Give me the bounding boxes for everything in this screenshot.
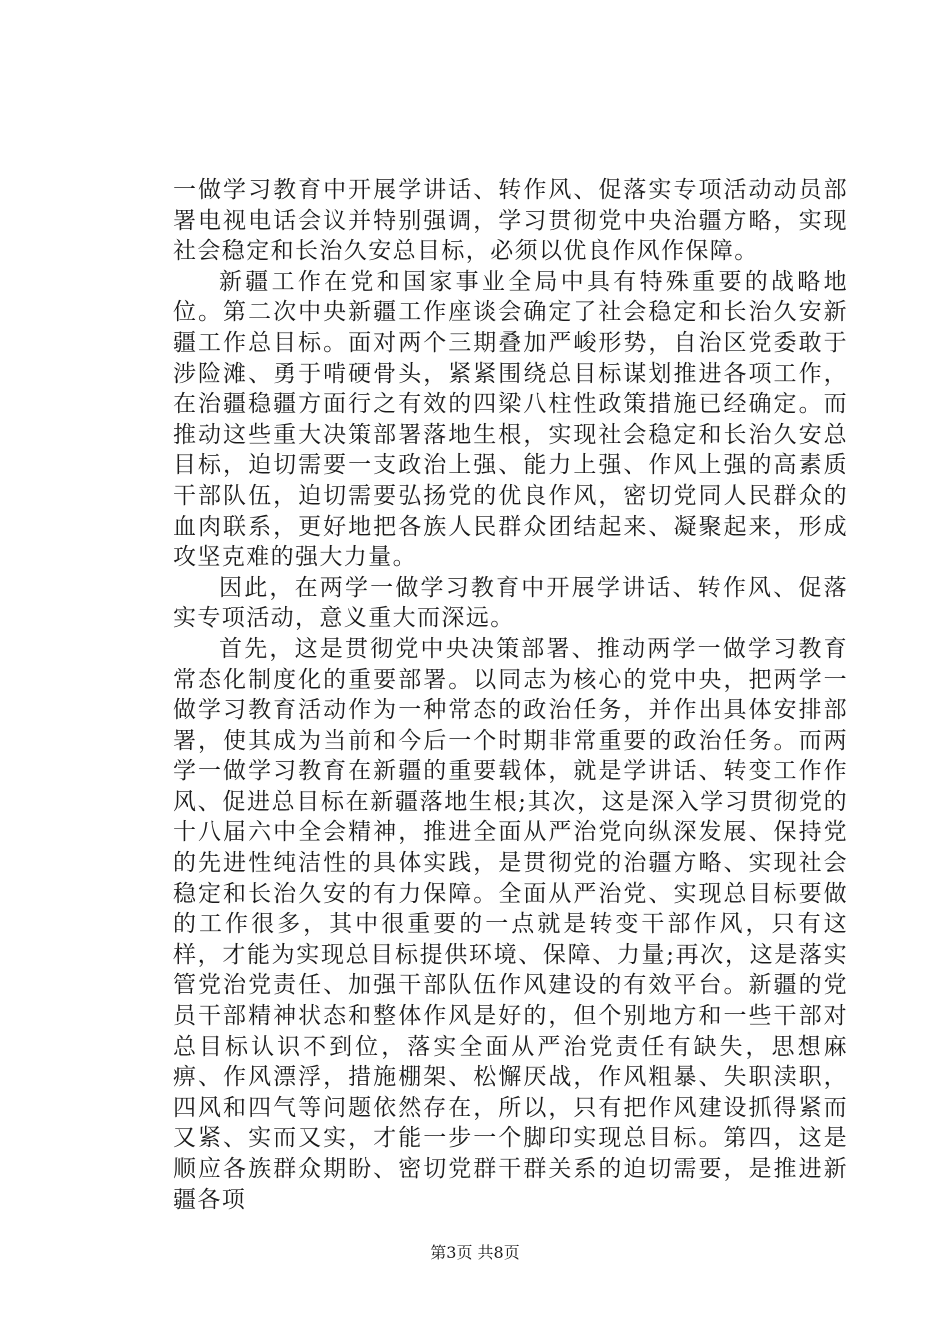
paragraph-significance: 因此，在两学一做学习教育中开展学讲话、转作风、促落实专项活动，意义重大而深远。 [173, 574, 848, 632]
document-body [173, 175, 848, 1215]
paragraph-reasons: 首先，这是贯彻党中央决策部署、推动两学一做学习教育常态化制度化的重要部署。以同志为核心的党中央，把两学一做学习教育活动作为一种常态的政治任务，并作出具体安排部署，使其成为当前和今后一个时期非常重要的政治任务。而两学一做学习教育在新疆的重要载体，就是学讲话、转变工作作风、促进总目标在新疆落地生根;其次，这是深入学习贯彻党的十八届六中全会精神，推进全面从严治党向纵深发展、保持党的先进性纯洁性的具体实践，是贯彻党的治疆方略、实现社会稳定和长治久安的有力保障。全面从严治党、实现总目标要做的工作很多，其中很重要的一点就是转变干部作风，只有这样，才能为实现总目标提供环境、保障、力量;再次，这是落实管党治党责任、加强干部队伍作风建设的有效平台。新疆的党员干部精神状态和整体作风是好的，但个别地方和一些干部对总目标认识不到位，落实全面从严治党责任有缺失，思想麻痹、作风漂浮，措施棚架、松懈厌战，作风粗暴、失职渎职，四风和四气等问题依然存在，所以，只有把作风建设抓得紧而又紧、实而又实，才能一步一个脚印实现总目标。第四，这是顺应各族群众期盼、密切党群干群关系的迫切需要，是推进新疆各项 [173, 635, 848, 1213]
paragraph-continuation: 一做学习教育中开展学讲话、转作风、促落实专项活动动员部署电视电话会议并特别强调，学习贯彻党中央治疆方略，实现社会稳定和长治久安总目标，必须以优良作风作保障。 [173, 177, 848, 265]
page-number-footer: 第3页 共8页 [430, 1243, 520, 1262]
paragraph-xinjiang-strategic-position: 新疆工作在党和国家事业全局中具有特殊重要的战略地位。第二次中央新疆工作座谈会确定了社会稳定和长治久安新疆工作总目标。面对两个三期叠加严峻形势，自治区党委敢于涉险滩、勇于啃硬骨头，紧紧围绕总目标谋划推进各项工作，在治疆稳疆方面行之有效的四梁八柱性政策措施已经确定。而推动这些重大决策部署落地生根，实现社会稳定和长治久安总目标，迫切需要一支政治上强、能力上强、作风上强的高素质干部队伍，迫切需要弘扬党的优良作风，密切党同人民群众的血肉联系，更好地把各族人民群众团结起来、凝聚起来，形成攻坚克难的强大力量。 [173, 268, 848, 571]
